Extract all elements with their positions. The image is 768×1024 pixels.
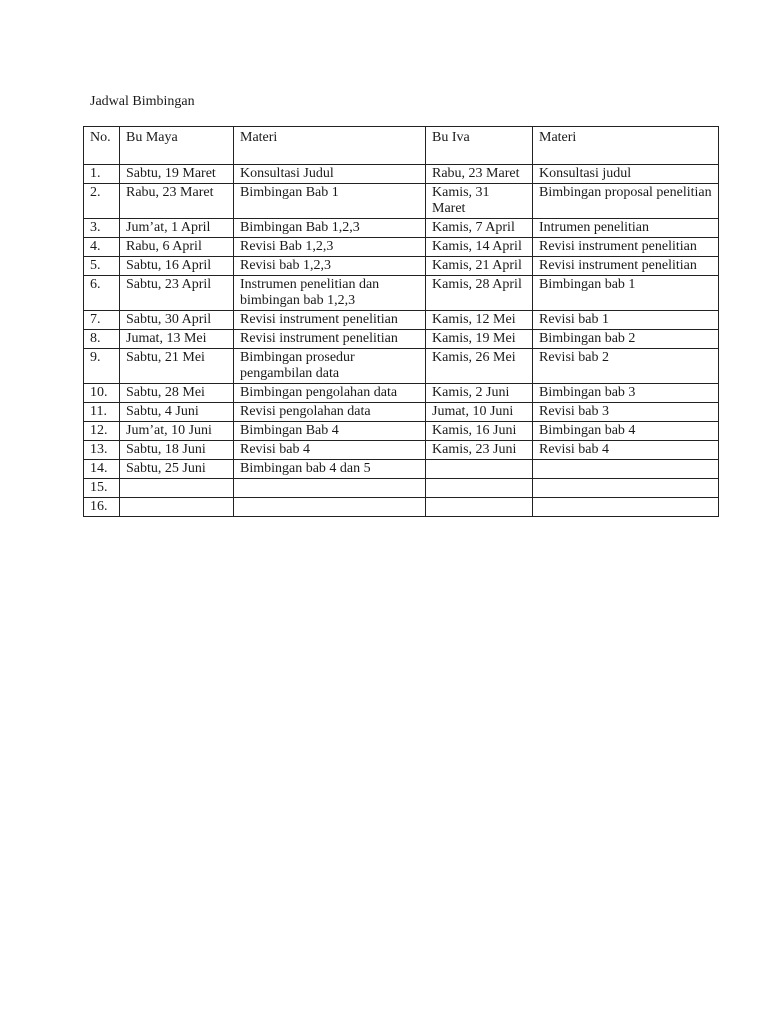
cell-maya-materi: Instrumen penelitian dan bimbingan bab 1,2,3 bbox=[234, 276, 426, 311]
table-row bbox=[84, 460, 719, 479]
cell-iva-materi: Bimbingan bab 1 bbox=[533, 276, 719, 311]
table-row bbox=[84, 276, 719, 311]
cell-iva-date: Kamis, 26 Mei bbox=[426, 349, 533, 384]
cell-iva-materi: Bimbingan bab 3 bbox=[533, 384, 719, 403]
cell-maya-date: Sabtu, 21 Mei bbox=[120, 349, 234, 384]
cell-no: 16. bbox=[84, 498, 120, 517]
cell-no: 10. bbox=[84, 384, 120, 403]
cell-iva-date: Jumat, 10 Juni bbox=[426, 403, 533, 422]
cell-no: 2. bbox=[84, 184, 120, 219]
cell-maya-materi: Bimbingan pengolahan data bbox=[234, 384, 426, 403]
table-row bbox=[84, 311, 719, 330]
cell-maya-date: Sabtu, 4 Juni bbox=[120, 403, 234, 422]
cell-maya-materi: Revisi instrument penelitian bbox=[234, 311, 426, 330]
cell-iva-date bbox=[426, 479, 533, 498]
cell-maya-materi: Revisi Bab 1,2,3 bbox=[234, 238, 426, 257]
document-title: Jadwal Bimbingan bbox=[90, 94, 195, 109]
cell-maya-date: Sabtu, 16 April bbox=[120, 257, 234, 276]
cell-iva-date: Kamis, 23 Juni bbox=[426, 441, 533, 460]
cell-iva-materi: Revisi bab 1 bbox=[533, 311, 719, 330]
cell-maya-materi: Bimbingan bab 4 dan 5 bbox=[234, 460, 426, 479]
cell-no: 4. bbox=[84, 238, 120, 257]
table-row bbox=[84, 422, 719, 441]
cell-iva-date: Kamis, 21 April bbox=[426, 257, 533, 276]
cell-maya-date: Jumat, 13 Mei bbox=[120, 330, 234, 349]
cell-no: 15. bbox=[84, 479, 120, 498]
cell-maya-date bbox=[120, 479, 234, 498]
cell-no: 14. bbox=[84, 460, 120, 479]
table-row bbox=[84, 384, 719, 403]
cell-no: 6. bbox=[84, 276, 120, 311]
cell-maya-materi bbox=[234, 479, 426, 498]
table-header-row bbox=[84, 127, 719, 165]
cell-maya-date: Rabu, 23 Maret bbox=[120, 184, 234, 219]
cell-iva-date: Kamis, 19 Mei bbox=[426, 330, 533, 349]
header-no: No. bbox=[84, 127, 120, 165]
cell-maya-materi: Revisi bab 1,2,3 bbox=[234, 257, 426, 276]
cell-maya-date: Sabtu, 18 Juni bbox=[120, 441, 234, 460]
table-row bbox=[84, 257, 719, 276]
cell-no: 5. bbox=[84, 257, 120, 276]
cell-maya-materi: Revisi instrument penelitian bbox=[234, 330, 426, 349]
cell-maya-materi bbox=[234, 498, 426, 517]
cell-iva-date: Rabu, 23 Maret bbox=[426, 165, 533, 184]
cell-maya-date: Rabu, 6 April bbox=[120, 238, 234, 257]
cell-iva-date: Kamis, 14 April bbox=[426, 238, 533, 257]
table-row bbox=[84, 165, 719, 184]
cell-iva-date: Kamis, 28 April bbox=[426, 276, 533, 311]
cell-iva-materi bbox=[533, 479, 719, 498]
table-row bbox=[84, 219, 719, 238]
cell-maya-materi: Revisi pengolahan data bbox=[234, 403, 426, 422]
cell-iva-materi: Revisi bab 4 bbox=[533, 441, 719, 460]
cell-iva-date: Kamis, 7 April bbox=[426, 219, 533, 238]
cell-maya-materi: Bimbingan Bab 1 bbox=[234, 184, 426, 219]
header-bu-iva: Bu Iva bbox=[426, 127, 533, 165]
table-row bbox=[84, 498, 719, 517]
cell-maya-date: Jum’at, 1 April bbox=[120, 219, 234, 238]
cell-iva-materi: Revisi instrument penelitian bbox=[533, 238, 719, 257]
cell-iva-materi: Konsultasi judul bbox=[533, 165, 719, 184]
cell-iva-materi bbox=[533, 498, 719, 517]
cell-maya-date: Sabtu, 30 April bbox=[120, 311, 234, 330]
cell-maya-materi: Bimbingan Bab 4 bbox=[234, 422, 426, 441]
cell-maya-materi: Revisi bab 4 bbox=[234, 441, 426, 460]
table-row bbox=[84, 349, 719, 384]
cell-maya-date: Sabtu, 23 April bbox=[120, 276, 234, 311]
cell-iva-materi: Bimbingan bab 2 bbox=[533, 330, 719, 349]
cell-iva-date bbox=[426, 460, 533, 479]
cell-iva-date bbox=[426, 498, 533, 517]
cell-no: 3. bbox=[84, 219, 120, 238]
cell-iva-date: Kamis, 16 Juni bbox=[426, 422, 533, 441]
cell-iva-date: Kamis, 12 Mei bbox=[426, 311, 533, 330]
cell-maya-materi: Bimbingan prosedur pengambilan data bbox=[234, 349, 426, 384]
cell-iva-materi: Revisi instrument penelitian bbox=[533, 257, 719, 276]
header-bu-maya: Bu Maya bbox=[120, 127, 234, 165]
schedule-table bbox=[83, 126, 719, 517]
cell-no: 7. bbox=[84, 311, 120, 330]
cell-iva-materi bbox=[533, 460, 719, 479]
cell-iva-materi: Bimbingan bab 4 bbox=[533, 422, 719, 441]
cell-maya-materi: Bimbingan Bab 1,2,3 bbox=[234, 219, 426, 238]
cell-no: 8. bbox=[84, 330, 120, 349]
cell-maya-date: Jum’at, 10 Juni bbox=[120, 422, 234, 441]
cell-maya-materi: Konsultasi Judul bbox=[234, 165, 426, 184]
cell-iva-materi: Bimbingan proposal penelitian bbox=[533, 184, 719, 219]
cell-iva-date: Kamis, 31 Maret bbox=[426, 184, 533, 219]
table-row bbox=[84, 403, 719, 422]
cell-maya-date bbox=[120, 498, 234, 517]
header-materi-iva: Materi bbox=[533, 127, 719, 165]
table-row bbox=[84, 238, 719, 257]
cell-iva-materi: Revisi bab 3 bbox=[533, 403, 719, 422]
table-row bbox=[84, 330, 719, 349]
cell-maya-date: Sabtu, 19 Maret bbox=[120, 165, 234, 184]
table-row bbox=[84, 184, 719, 219]
cell-no: 9. bbox=[84, 349, 120, 384]
cell-iva-date: Kamis, 2 Juni bbox=[426, 384, 533, 403]
cell-maya-date: Sabtu, 25 Juni bbox=[120, 460, 234, 479]
cell-no: 11. bbox=[84, 403, 120, 422]
cell-no: 1. bbox=[84, 165, 120, 184]
table-body bbox=[84, 165, 719, 517]
table-row bbox=[84, 441, 719, 460]
cell-iva-materi: Revisi bab 2 bbox=[533, 349, 719, 384]
table-row bbox=[84, 479, 719, 498]
cell-maya-date: Sabtu, 28 Mei bbox=[120, 384, 234, 403]
cell-no: 13. bbox=[84, 441, 120, 460]
cell-iva-materi: Intrumen penelitian bbox=[533, 219, 719, 238]
cell-no: 12. bbox=[84, 422, 120, 441]
header-materi-maya: Materi bbox=[234, 127, 426, 165]
